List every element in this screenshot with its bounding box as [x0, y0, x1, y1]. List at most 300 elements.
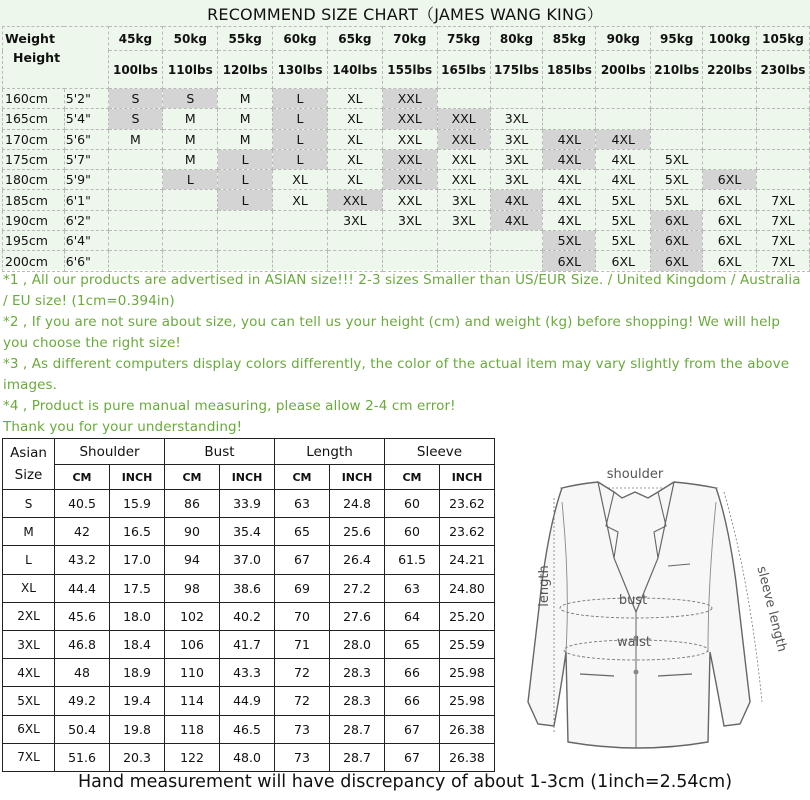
weight-kg-header: 55kg: [218, 27, 273, 51]
measurement-value-cell: 17.0: [110, 546, 165, 574]
measurement-value-cell: 25.98: [440, 659, 495, 687]
measurement-row: [3, 490, 495, 518]
jacket-outline: [528, 482, 750, 748]
size-cell: 3XL: [490, 109, 543, 129]
measurement-group-header: Sleeve: [385, 439, 495, 465]
measurement-value-cell: 69: [275, 574, 330, 602]
size-cell: [651, 89, 703, 109]
measurement-row: [3, 659, 495, 687]
size-cell: S: [108, 89, 163, 109]
size-chart-row: [3, 89, 810, 109]
measurement-value-cell: 18.0: [110, 602, 165, 630]
size-cell: M: [163, 149, 218, 169]
measurement-value-cell: 28.3: [330, 687, 385, 715]
size-name-cell: 5XL: [3, 687, 55, 715]
height-cm-cell: 170cm: [3, 129, 65, 149]
size-cell: 7XL: [756, 190, 809, 210]
size-cell: S: [108, 109, 163, 129]
size-cell: XL: [327, 129, 382, 149]
size-cell: [490, 89, 543, 109]
shoulder-label: shoulder: [606, 467, 664, 482]
size-cell: 4XL: [543, 170, 596, 190]
measurement-value-cell: 18.4: [110, 630, 165, 658]
measurement-value-cell: 110: [165, 659, 220, 687]
measurement-row: [3, 518, 495, 546]
size-cell: [163, 231, 218, 251]
sleeve-length-label: sleeve length: [753, 564, 790, 654]
measurement-row: [3, 602, 495, 630]
note-line: *2 , If you are not sure about size, you can tell us your height (cm) and weight (kg) before shopping! We will help you choose the right size!: [3, 314, 781, 351]
measurement-row: [3, 687, 495, 715]
measurement-value-cell: 28.7: [330, 743, 385, 771]
weight-kg-header: 85kg: [543, 27, 596, 51]
measurement-value-cell: 64: [385, 602, 440, 630]
size-cell: 6XL: [651, 251, 703, 271]
measurement-value-cell: 38.6: [220, 574, 275, 602]
size-cell: 4XL: [490, 210, 543, 230]
size-cell: [703, 89, 757, 109]
measurement-row: [3, 743, 495, 771]
measurement-unit-row: [3, 465, 495, 490]
weight-kg-row: [3, 27, 810, 51]
weight-lbs-header: 185lbs: [543, 51, 596, 89]
length-label: length: [537, 565, 552, 607]
size-name-cell: 3XL: [3, 630, 55, 658]
measurement-value-cell: 90: [165, 518, 220, 546]
size-cell: 4XL: [490, 190, 543, 210]
measurement-value-cell: 86: [165, 490, 220, 518]
size-cell: [108, 231, 163, 251]
measurement-value-cell: 98: [165, 574, 220, 602]
measurement-value-cell: 106: [165, 630, 220, 658]
size-cell: [218, 231, 273, 251]
size-name-cell: S: [3, 490, 55, 518]
measurement-value-cell: 37.0: [220, 546, 275, 574]
size-cell: [327, 251, 382, 271]
measurement-value-cell: 60: [385, 518, 440, 546]
notes-section: [3, 270, 808, 438]
measurement-value-cell: 17.5: [110, 574, 165, 602]
weight-kg-header: 50kg: [163, 27, 218, 51]
size-cell: L: [218, 190, 273, 210]
measurement-row: [3, 574, 495, 602]
size-cell: 6XL: [596, 251, 651, 271]
measurement-value-cell: 25.20: [440, 602, 495, 630]
measurement-value-cell: 72: [275, 659, 330, 687]
size-cell: [382, 231, 437, 251]
weight-lbs-header: 120lbs: [218, 51, 273, 89]
size-chart-row: [3, 109, 810, 129]
measurement-group-header: Bust: [165, 439, 275, 465]
size-cell: XXL: [382, 129, 437, 149]
size-cell: [703, 109, 757, 129]
measurement-value-cell: 45.6: [55, 602, 110, 630]
measurement-value-cell: 65: [385, 630, 440, 658]
unit-header-cm: CM: [385, 465, 440, 490]
size-cell: S: [163, 89, 218, 109]
size-chart-panel: [0, 0, 810, 270]
measurement-value-cell: 70: [275, 602, 330, 630]
weight-lbs-header: 220lbs: [703, 51, 757, 89]
size-chart-table: [2, 26, 810, 272]
measurement-value-cell: 35.4: [220, 518, 275, 546]
size-cell: 5XL: [543, 231, 596, 251]
height-ft-cell: 6'4": [64, 231, 108, 251]
size-cell: [108, 170, 163, 190]
size-cell: 4XL: [596, 170, 651, 190]
size-cell: XXL: [437, 170, 490, 190]
weight-kg-header: 45kg: [108, 27, 163, 51]
size-cell: 5XL: [651, 170, 703, 190]
measurement-value-cell: 118: [165, 715, 220, 743]
measurement-value-cell: 44.4: [55, 574, 110, 602]
size-cell: 4XL: [596, 129, 651, 149]
measurement-value-cell: 28.3: [330, 659, 385, 687]
size-cell: M: [218, 109, 273, 129]
height-ft-cell: 5'4": [64, 109, 108, 129]
weight-height-header: [3, 27, 109, 89]
size-name-cell: 4XL: [3, 659, 55, 687]
height-cm-cell: 160cm: [3, 89, 65, 109]
height-ft-cell: 6'6": [64, 251, 108, 271]
measurement-value-cell: 122: [165, 743, 220, 771]
size-cell: 6XL: [703, 210, 757, 230]
size-cell: XL: [273, 190, 328, 210]
measurement-value-cell: 43.3: [220, 659, 275, 687]
size-cell: 4XL: [543, 210, 596, 230]
weight-label: Weight: [5, 31, 55, 46]
measurement-value-cell: 60: [385, 490, 440, 518]
unit-header-inch: INCH: [220, 465, 275, 490]
unit-header-cm: CM: [275, 465, 330, 490]
size-cell: [163, 210, 218, 230]
measurement-value-cell: 67: [275, 546, 330, 574]
measurement-value-cell: 66: [385, 659, 440, 687]
size-cell: [108, 210, 163, 230]
size-cell: L: [273, 89, 328, 109]
weight-lbs-header: 100lbs: [108, 51, 163, 89]
size-cell: XXL: [382, 170, 437, 190]
size-cell: [108, 190, 163, 210]
weight-lbs-header: 110lbs: [163, 51, 218, 89]
size-cell: XXL: [382, 149, 437, 169]
unit-header-inch: INCH: [110, 465, 165, 490]
measurement-row: [3, 546, 495, 574]
size-cell: [651, 109, 703, 129]
measurement-value-cell: 48.0: [220, 743, 275, 771]
measurement-value-cell: 24.8: [330, 490, 385, 518]
weight-kg-header: 70kg: [382, 27, 437, 51]
size-cell: 6XL: [703, 231, 757, 251]
size-cell: M: [108, 129, 163, 149]
size-cell: 5XL: [651, 149, 703, 169]
measurement-group-header: Length: [275, 439, 385, 465]
size-cell: 5XL: [596, 210, 651, 230]
measurement-table: [2, 438, 495, 772]
size-cell: [756, 129, 809, 149]
note-line: *3 , As different computers display colors differently, the color of the actual item may vary slightly from the above images.: [3, 356, 790, 393]
height-cm-cell: 180cm: [3, 170, 65, 190]
measurement-value-cell: 41.7: [220, 630, 275, 658]
measurement-value-cell: 19.8: [110, 715, 165, 743]
size-cell: XL: [327, 149, 382, 169]
weight-lbs-header: 165lbs: [437, 51, 490, 89]
measurement-value-cell: 44.9: [220, 687, 275, 715]
size-cell: [218, 210, 273, 230]
size-cell: 3XL: [382, 210, 437, 230]
weight-lbs-header: 210lbs: [651, 51, 703, 89]
weight-lbs-header: 230lbs: [756, 51, 809, 89]
size-cell: [651, 129, 703, 149]
weight-kg-header: 90kg: [596, 27, 651, 51]
measurement-value-cell: 67: [385, 743, 440, 771]
button-icon: [634, 670, 639, 675]
size-chart-row: [3, 170, 810, 190]
size-chart-row: [3, 231, 810, 251]
measurement-value-cell: 26.4: [330, 546, 385, 574]
size-cell: 3XL: [437, 190, 490, 210]
measurement-value-cell: 25.59: [440, 630, 495, 658]
note-line: *1 , All our products are advertised in ASIAN size!!! 2-3 sizes Smaller than US/EUR Size. / United Kingdom / Australia / EU size! (1cm=0.394in): [3, 272, 801, 309]
size-cell: 3XL: [490, 170, 543, 190]
measurement-value-cell: 15.9: [110, 490, 165, 518]
measurement-value-cell: 24.80: [440, 574, 495, 602]
size-cell: 4XL: [543, 149, 596, 169]
size-cell: [437, 231, 490, 251]
measurement-value-cell: 72: [275, 687, 330, 715]
height-cm-cell: 190cm: [3, 210, 65, 230]
size-cell: 5XL: [651, 190, 703, 210]
size-name-cell: 6XL: [3, 715, 55, 743]
measurement-value-cell: 67: [385, 715, 440, 743]
size-cell: L: [218, 170, 273, 190]
size-cell: 3XL: [327, 210, 382, 230]
size-cell: M: [163, 129, 218, 149]
footer-note: Hand measurement will have discrepancy of about 1-3cm (1inch=2.54cm): [77, 772, 733, 792]
size-cell: XL: [273, 170, 328, 190]
weight-lbs-header: 155lbs: [382, 51, 437, 89]
size-cell: [218, 251, 273, 271]
note-line: Thank you for your understanding!: [3, 419, 243, 435]
height-ft-cell: 5'9": [64, 170, 108, 190]
size-cell: [108, 149, 163, 169]
size-cell: XL: [327, 170, 382, 190]
weight-kg-header: 95kg: [651, 27, 703, 51]
size-chart-row: [3, 129, 810, 149]
size-cell: M: [218, 129, 273, 149]
measurement-value-cell: 25.98: [440, 687, 495, 715]
size-chart-row: [3, 251, 810, 271]
size-name-cell: L: [3, 546, 55, 574]
measurement-value-cell: 24.21: [440, 546, 495, 574]
measurement-value-cell: 27.6: [330, 602, 385, 630]
unit-header-inch: INCH: [330, 465, 385, 490]
size-cell: L: [273, 149, 328, 169]
size-cell: [703, 149, 757, 169]
height-ft-cell: 5'2": [64, 89, 108, 109]
chart-title: RECOMMEND SIZE CHART（JAMES WANG KING）: [207, 5, 603, 24]
size-cell: [437, 89, 490, 109]
measurement-value-cell: 114: [165, 687, 220, 715]
size-cell: XXL: [382, 109, 437, 129]
size-cell: M: [218, 89, 273, 109]
size-cell: [273, 251, 328, 271]
size-chart-row: [3, 190, 810, 210]
size-label: Size: [14, 467, 43, 483]
size-cell: [327, 231, 382, 251]
measurement-value-cell: 19.4: [110, 687, 165, 715]
asian-label: Asian: [10, 445, 47, 461]
size-cell: 3XL: [490, 129, 543, 149]
size-cell: XXL: [327, 190, 382, 210]
note-line: *4 , Product is pure manual measuring, please allow 2-4 cm error!: [3, 398, 456, 414]
measurement-value-cell: 26.38: [440, 715, 495, 743]
unit-header-cm: CM: [165, 465, 220, 490]
measurement-value-cell: 43.2: [55, 546, 110, 574]
measurement-value-cell: 18.9: [110, 659, 165, 687]
size-name-cell: XL: [3, 574, 55, 602]
weight-kg-header: 65kg: [327, 27, 382, 51]
weight-kg-header: 100kg: [703, 27, 757, 51]
size-cell: M: [163, 109, 218, 129]
size-cell: [437, 251, 490, 271]
size-cell: XXL: [382, 89, 437, 109]
size-cell: XXL: [382, 190, 437, 210]
measurement-value-cell: 102: [165, 602, 220, 630]
weight-lbs-header: 175lbs: [490, 51, 543, 89]
unit-header-cm: CM: [55, 465, 110, 490]
measurement-value-cell: 63: [275, 490, 330, 518]
size-cell: XXL: [437, 149, 490, 169]
size-name-cell: 2XL: [3, 602, 55, 630]
measurement-value-cell: 23.62: [440, 518, 495, 546]
size-name-cell: M: [3, 518, 55, 546]
size-cell: XXL: [437, 129, 490, 149]
measurement-row: [3, 630, 495, 658]
height-ft-cell: 6'2": [64, 210, 108, 230]
weight-kg-header: 80kg: [490, 27, 543, 51]
size-cell: 4XL: [543, 190, 596, 210]
size-cell: 6XL: [543, 251, 596, 271]
measurement-group-header: Shoulder: [55, 439, 165, 465]
weight-lbs-row: [3, 51, 810, 89]
size-cell: [108, 251, 163, 271]
height-ft-cell: 5'6": [64, 129, 108, 149]
size-cell: 7XL: [756, 231, 809, 251]
size-cell: [163, 190, 218, 210]
size-cell: [163, 251, 218, 271]
height-cm-cell: 165cm: [3, 109, 65, 129]
weight-kg-header: 105kg: [756, 27, 809, 51]
size-cell: 6XL: [703, 170, 757, 190]
measurement-value-cell: 23.62: [440, 490, 495, 518]
measurement-value-cell: 71: [275, 630, 330, 658]
size-cell: [382, 251, 437, 271]
size-cell: 4XL: [596, 149, 651, 169]
waist-label: waist: [616, 635, 652, 650]
size-cell: XL: [327, 89, 382, 109]
measurement-value-cell: 27.2: [330, 574, 385, 602]
height-cm-cell: 175cm: [3, 149, 65, 169]
size-cell: [273, 210, 328, 230]
size-cell: 5XL: [596, 231, 651, 251]
weight-lbs-header: 200lbs: [596, 51, 651, 89]
measurement-value-cell: 66: [385, 687, 440, 715]
size-cell: L: [218, 149, 273, 169]
size-cell: 6XL: [651, 231, 703, 251]
size-cell: L: [163, 170, 218, 190]
measurement-value-cell: 40.2: [220, 602, 275, 630]
size-cell: 6XL: [651, 210, 703, 230]
height-ft-cell: 5'7": [64, 149, 108, 169]
size-cell: L: [273, 109, 328, 129]
measurement-value-cell: 20.3: [110, 743, 165, 771]
size-chart-row: [3, 149, 810, 169]
measurement-value-cell: 50.4: [55, 715, 110, 743]
size-chart-row: [3, 210, 810, 230]
height-label: Height: [13, 50, 61, 65]
size-cell: XL: [327, 109, 382, 129]
size-cell: [543, 109, 596, 129]
size-cell: [490, 231, 543, 251]
weight-kg-header: 75kg: [437, 27, 490, 51]
height-cm-cell: 200cm: [3, 251, 65, 271]
measurement-value-cell: 51.6: [55, 743, 110, 771]
size-cell: [756, 109, 809, 129]
measurement-group-row: [3, 439, 495, 465]
measurement-value-cell: 25.6: [330, 518, 385, 546]
size-cell: 4XL: [543, 129, 596, 149]
bust-label: bust: [618, 593, 648, 608]
size-cell: 3XL: [490, 149, 543, 169]
measurement-value-cell: 94: [165, 546, 220, 574]
size-cell: 6XL: [703, 190, 757, 210]
weight-kg-header: 60kg: [273, 27, 328, 51]
height-cm-cell: 195cm: [3, 231, 65, 251]
size-cell: [703, 129, 757, 149]
measurement-value-cell: 33.9: [220, 490, 275, 518]
size-cell: 6XL: [703, 251, 757, 271]
height-ft-cell: 6'1": [64, 190, 108, 210]
measurement-value-cell: 63: [385, 574, 440, 602]
size-cell: [596, 89, 651, 109]
measurement-value-cell: 28.0: [330, 630, 385, 658]
weight-lbs-header: 140lbs: [327, 51, 382, 89]
size-cell: 3XL: [437, 210, 490, 230]
size-cell: [543, 89, 596, 109]
size-cell: [756, 170, 809, 190]
measurement-value-cell: 49.2: [55, 687, 110, 715]
measurement-value-cell: 65: [275, 518, 330, 546]
measurement-value-cell: 73: [275, 743, 330, 771]
size-cell: [756, 149, 809, 169]
height-cm-cell: 185cm: [3, 190, 65, 210]
measurement-value-cell: 46.5: [220, 715, 275, 743]
measurement-value-cell: 42: [55, 518, 110, 546]
size-cell: L: [273, 129, 328, 149]
measurement-value-cell: 46.8: [55, 630, 110, 658]
unit-header-inch: INCH: [440, 465, 495, 490]
size-cell: 7XL: [756, 210, 809, 230]
size-cell: [273, 231, 328, 251]
asian-size-header: [3, 439, 55, 490]
size-cell: XXL: [437, 109, 490, 129]
size-cell: [490, 251, 543, 271]
size-name-cell: 7XL: [3, 743, 55, 771]
measurement-row: [3, 715, 495, 743]
measurement-value-cell: 61.5: [385, 546, 440, 574]
measurement-value-cell: 40.5: [55, 490, 110, 518]
